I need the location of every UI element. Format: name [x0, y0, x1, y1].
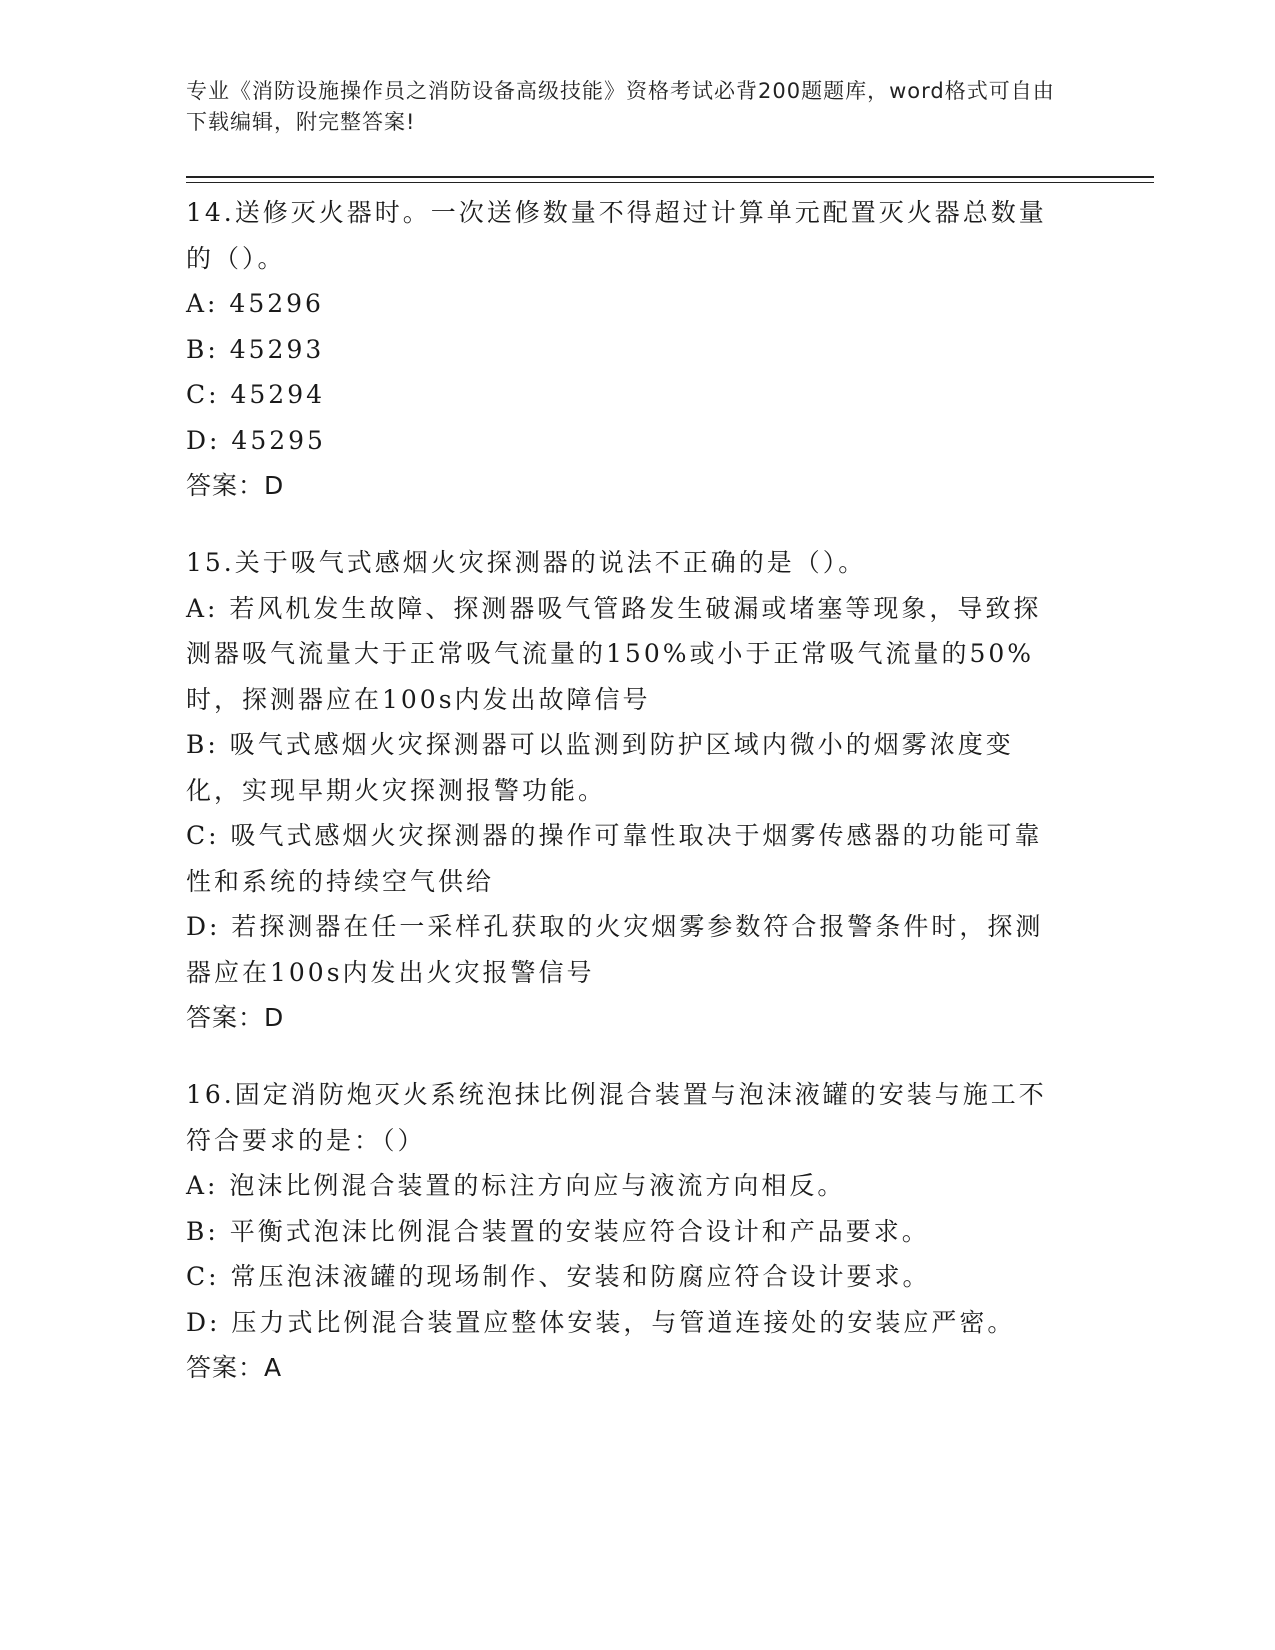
option-b: B: 平衡式泡沫比例混合装置的安装应符合设计和产品要求。 [186, 1216, 930, 1246]
option-d: D: 压力式比例混合装置应整体安装，与管道连接处的安装应严密。 [186, 1307, 1016, 1337]
question-stem: 14.送修灭火器时。一次送修数量不得超过计算单元配置灭火器总数量的（）。 [186, 198, 1047, 273]
option-c: C: 吸气式感烟火灾探测器的操作可靠性取决于烟雾传感器的功能可靠性和系统的持续空气供给 [186, 821, 1043, 896]
header-divider-thick [186, 176, 1154, 178]
option-b: B: 吸气式感烟火灾探测器可以监测到防护区域内微小的烟雾浓度变化，实现早期火灾探测报警功能。 [186, 730, 1014, 805]
question-16 [186, 1072, 1066, 1390]
option-a: A: 若风机发生故障、探测器吸气管路发生破漏或堵塞等现象，导致探测器吸气流量大于正常吸气流量的150%或小于正常吸气流量的50%时，探测器应在100s内发出故障信号 [186, 593, 1042, 714]
answer-label: 答案：A [186, 1353, 283, 1382]
answer-label: 答案：D [186, 1003, 285, 1032]
question-list [186, 190, 1066, 1422]
question-stem: 15.关于吸气式感烟火灾探测器的说法不正确的是（）。 [186, 548, 867, 577]
question-14 [186, 190, 1066, 508]
option-c: C: 常压泡沫液罐的现场制作、安装和防腐应符合设计要求。 [186, 1262, 931, 1291]
document-header: 专业《消防设施操作员之消防设备高级技能》资格考试必背200题题库，word格式可自由下载编辑，附完整答案! [186, 79, 1055, 134]
option-d: D: 45295 [186, 425, 326, 455]
question-stem: 16.固定消防炮灭火系统泡抹比例混合装置与泡沫液罐的安装与施工不符合要求的是：（） [186, 1080, 1047, 1155]
option-c: C: 45294 [186, 380, 326, 409]
header-divider-thin [186, 182, 1154, 183]
question-15 [186, 540, 1066, 1040]
option-a: A: 45296 [186, 289, 324, 318]
answer-label: 答案：D [186, 471, 285, 500]
option-b: B: 45293 [186, 334, 325, 364]
option-d: D: 若探测器在任一采样孔获取的火灾烟雾参数符合报警条件时，探测器应在100s内发出火灾报警信号 [186, 912, 1044, 987]
option-a: A: 泡沫比例混合装置的标注方向应与液流方向相反。 [186, 1171, 846, 1200]
